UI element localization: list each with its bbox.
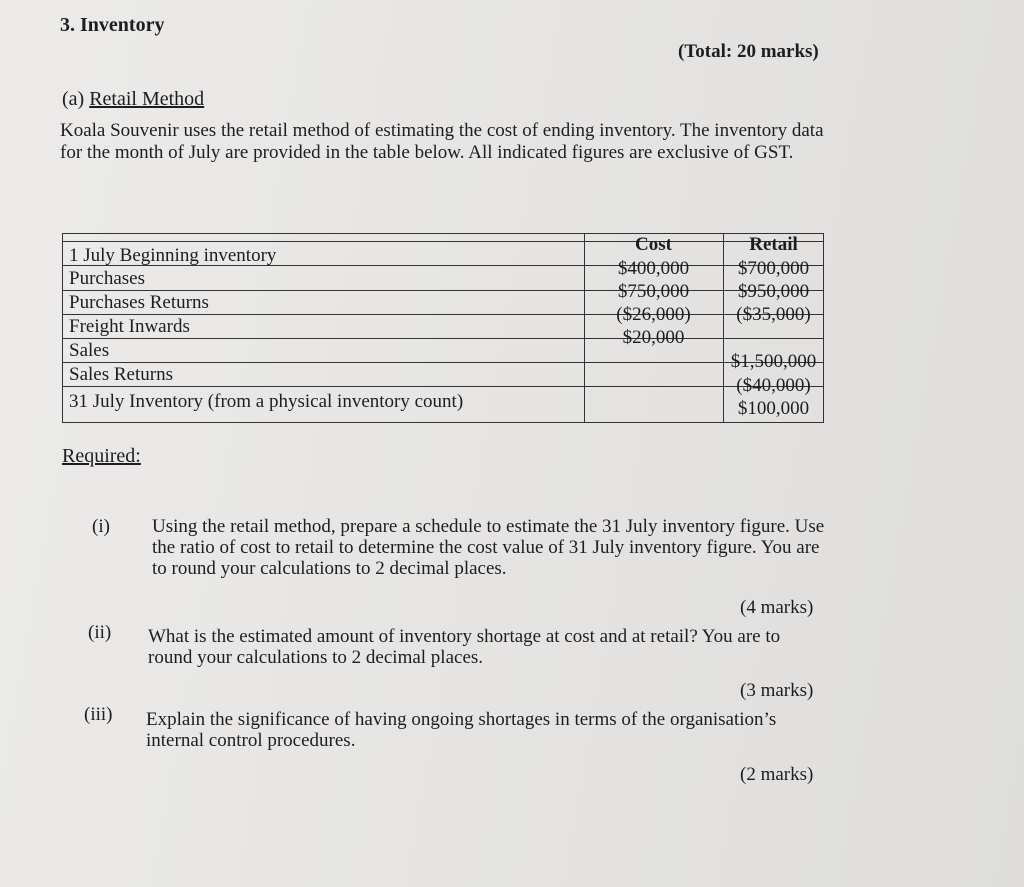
table-row-cost: $750,000 (617, 281, 690, 302)
question-title: 3. Inventory (60, 14, 165, 36)
table-row-item: 31 July Inventory (from a physical inventory count) (69, 391, 464, 412)
part-a-heading (62, 88, 204, 111)
required-heading: Required: (62, 445, 141, 467)
table-row-retail: ($40,000) (736, 375, 811, 396)
part-a-intro: Koala Souvenir uses the retail method of estimating the cost of ending inventory. The inventory data for the month of July are provided in the table below. All indicated figures are exclusive of GST. (60, 120, 824, 163)
sub-question-number: (iii) (84, 704, 113, 725)
inventory-table (62, 233, 824, 423)
part-a-label: (a) (62, 88, 90, 110)
table-row-cost: $20,000 (622, 327, 685, 348)
table-row-item: Freight Inwards (69, 316, 190, 337)
table-row-item: Purchases (69, 268, 145, 289)
table-row-retail: ($35,000) (736, 304, 811, 325)
sub-question-marks: (4 marks) (740, 597, 814, 618)
table-row-retail: $1,500,000 (730, 351, 817, 372)
table-row-item: Purchases Returns (69, 292, 209, 313)
table-row-cost: ($26,000) (616, 304, 691, 325)
table-row-cost: $400,000 (617, 258, 690, 279)
header-retail: Retail (749, 234, 798, 255)
sub-question-text: Using the retail method, prepare a schedule to estimate the 31 July inventory figure. Use the ratio of cost to retail to determine the cost value of 31 July inventory figure. You are to round your calculations to 2 decimal places. (152, 516, 825, 579)
sub-question-number: (ii) (88, 622, 112, 643)
table-row-retail: $700,000 (737, 258, 810, 279)
sub-question-number: (i) (92, 516, 110, 537)
sub-question-text: Explain the significance of having ongoing shortages in terms of the organisation’s internal control procedures. (146, 709, 777, 751)
table-row-retail: $100,000 (737, 398, 810, 419)
table-row-retail: $950,000 (737, 281, 810, 302)
table-row-item: Sales (69, 340, 110, 361)
total-marks: (Total: 20 marks) (678, 41, 819, 62)
sub-question-marks: (2 marks) (740, 764, 814, 785)
table-row-item: 1 July Beginning inventory (69, 245, 277, 266)
header-cost: Cost (635, 234, 672, 255)
table-row-item: Sales Returns (69, 364, 173, 385)
sub-question-marks: (3 marks) (740, 680, 814, 701)
sub-question-text: What is the estimated amount of inventory shortage at cost and at retail? You are to round your calculations to 2 decimal places. (148, 626, 781, 668)
part-a-title: Retail Method (89, 88, 205, 110)
